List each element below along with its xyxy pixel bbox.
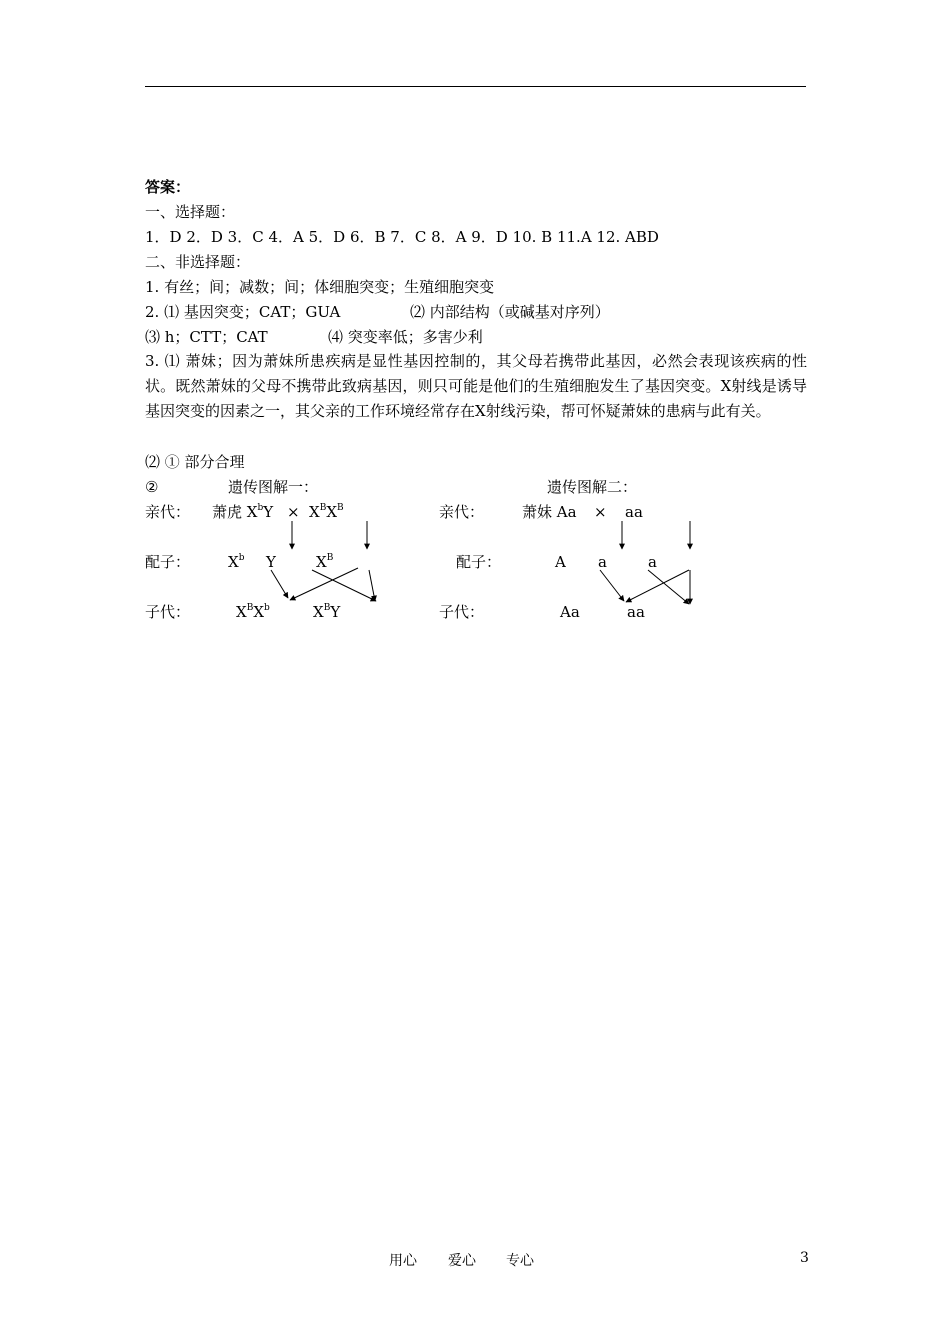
diagram-2-parent-male: aa [625,503,643,521]
diagram-2-cross-symbol: × [594,503,607,521]
diagram-1-gamete-xb-lower: $X^b$ [228,553,245,571]
diagram-1-cross-symbol: × [287,503,300,521]
answer-heading: 答案： [145,178,191,196]
page-number: 3 [800,1250,809,1266]
arrow-d2-a2-to-aa [626,570,689,602]
diagram-1-offspring-male: $X^BY$ [313,603,341,621]
diagram-1-gamete-label: 配子： [145,553,191,571]
diagram-1-parent-female: $X^BX^B$ [309,503,344,521]
footer-text-1: 用心 [389,1253,417,1269]
question-2-part-2: ⑵ 内部结构（或碱基对序列） [410,303,610,321]
diagram-1-title: 遗传图解一： [228,478,319,496]
section-non-choice: 二、非选择题： [145,253,251,271]
footer-text-3: 专心 [506,1253,534,1269]
diagram-1-offspring-label: 子代： [145,603,191,621]
arrow-d1-xb-to-female-2 [290,568,358,600]
diagram-2-parent-label: 亲代： [439,503,485,521]
multiple-choice-answers: 1．D 2．D 3．C 4．A 5．D 6．B 7．C 8．A 9．D 10. B 11.A 12. ABD [145,228,659,246]
diagram-2-offspring-2: aa [627,603,645,621]
arrow-d2-a1-to-aa [648,570,689,604]
diagram-1-parent-label: 亲代： [145,503,191,521]
footer-text-2: 爱心 [448,1253,476,1269]
arrow-d1-y-to-male [271,570,288,598]
diagram-2-offspring-label: 子代： [439,603,485,621]
diagram-2-offspring-1: Aa [560,603,580,621]
diagram-1-offspring-female: $X^BX^b$ [236,603,270,621]
diagram-1-marker: ② [145,478,159,496]
diagram-2-gamete-label: 配子： [456,553,502,571]
diagram-2-gamete-a-2: a [648,553,657,571]
diagram-2-parent-female: 萧妹 Aa [522,503,577,521]
arrow-d2-a-to-aa [600,570,624,601]
question-3-part-2: ⑵ ① 部分合理 [145,453,245,471]
question-3-answer: 3. ⑴ 萧妹；因为萧妹所患疾病是显性基因控制的，其父母若携带此基因，必然会表现该疾病的性状。既然萧妹的父母不携带此致病基因，则只可能是他们的生殖细胞发生了基因突变。X射线是诱导基因突变的因素之一，其父亲的工作环境经常存在X射线污染，帮可怀疑萧妹的患病与此有关。 [145,352,807,420]
question-2-part-1: 2. ⑴ 基因突变；CAT；GUA [145,303,341,321]
diagram-1-parent-male: 萧虎 $X^bY$ [212,503,274,521]
section-multiple-choice: 一、选择题： [145,203,236,221]
question-2-part-4: ⑷ 突变率低；多害少利 [328,328,483,346]
diagram-2-title: 遗传图解二： [547,478,638,496]
question-1-answer: 1. 有丝；间；减数；间；体细胞突变；生殖细胞突变 [145,278,495,296]
diagram-2-gamete-a-upper: A [555,553,566,571]
diagram-1-gamete-y: Y [266,553,276,571]
question-2-part-3: ⑶ h；CTT；CAT [145,328,268,346]
arrow-d1-xb-to-male [369,570,375,601]
diagram-2-gamete-a-1: a [598,553,607,571]
diagram-1-gamete-xb-upper: $X^B$ [316,553,334,571]
